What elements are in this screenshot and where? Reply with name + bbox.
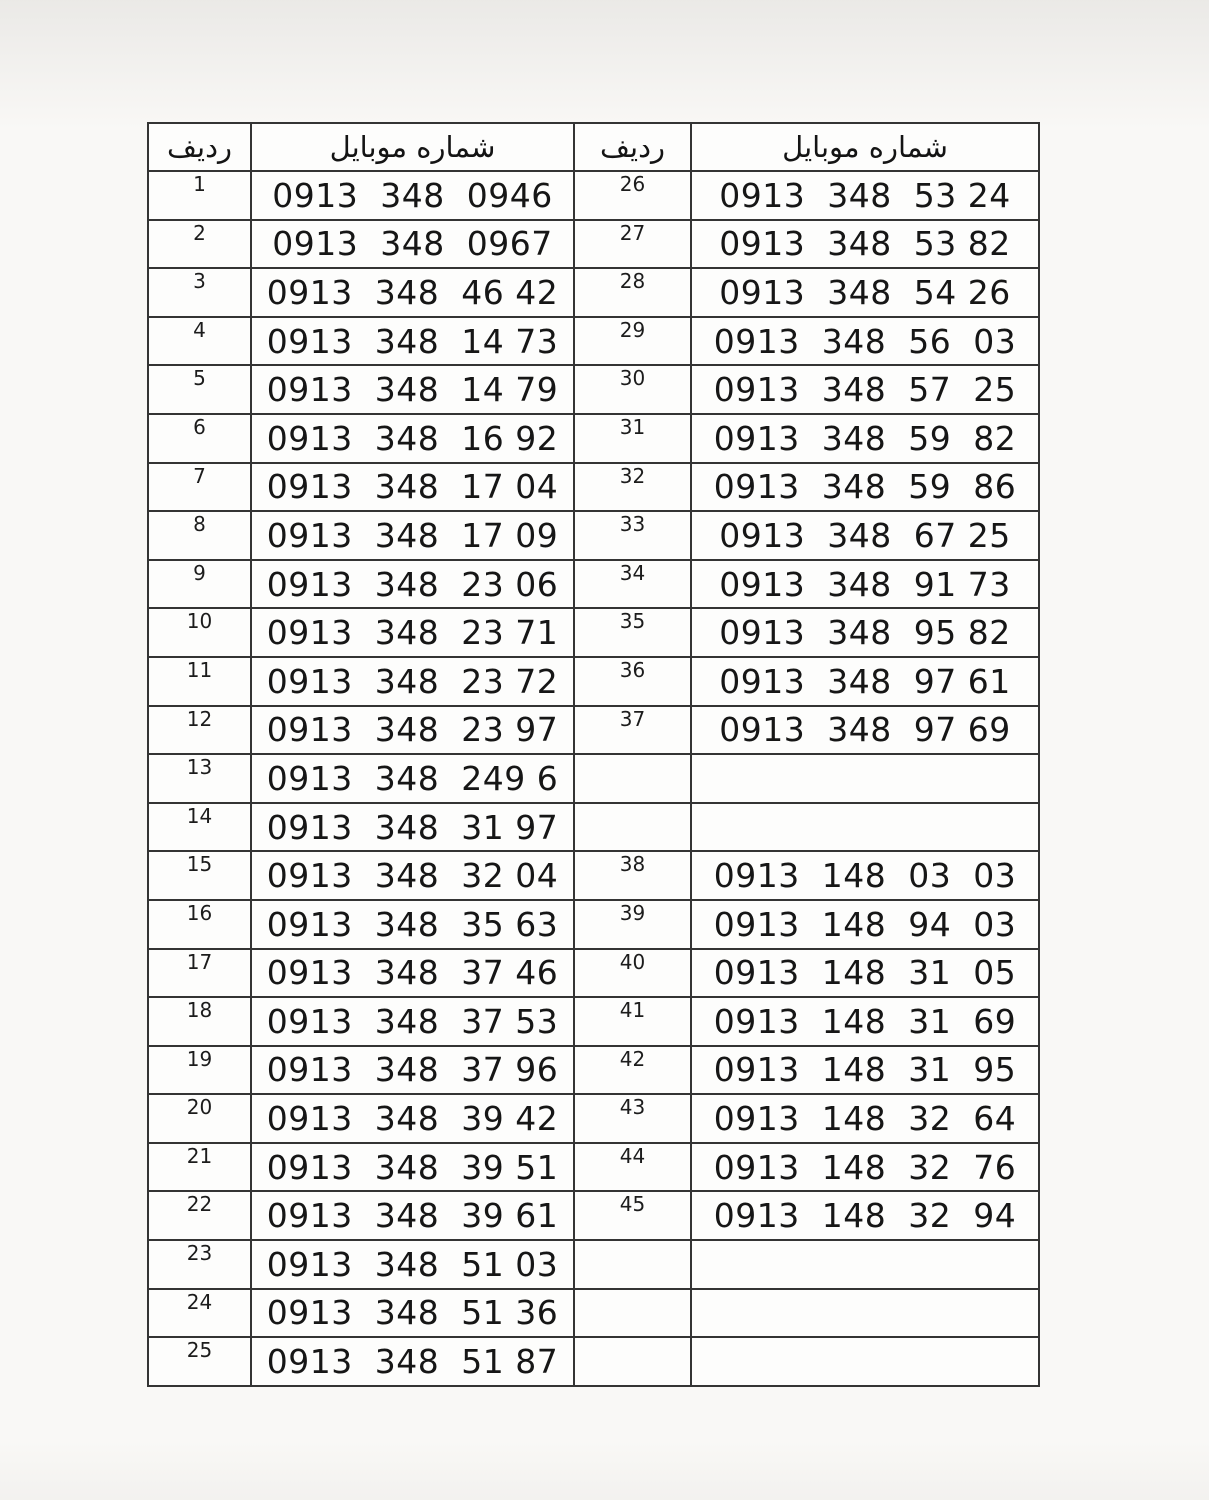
mobile-number-cell: 0913 348 23 72 (251, 657, 574, 706)
row-number-cell: 27 (574, 220, 691, 269)
mobile-number-cell: 0913 348 249 6 (251, 754, 574, 803)
mobile-number-cell: 0913 348 31 97 (251, 803, 574, 852)
row-number-cell: 44 (574, 1143, 691, 1192)
row-number-cell: 20 (148, 1094, 251, 1143)
mobile-number-cell: 0913 348 0967 (251, 220, 574, 269)
mobile-number-cell (691, 1337, 1039, 1386)
row-number-cell: 21 (148, 1143, 251, 1192)
mobile-number-cell: 0913 348 39 61 (251, 1191, 574, 1240)
mobile-number-cell: 0913 348 39 51 (251, 1143, 574, 1192)
row-number-cell: 22 (148, 1191, 251, 1240)
mobile-number-cell: 0913 348 16 92 (251, 414, 574, 463)
mobile-number-cell: 0913 148 32 64 (691, 1094, 1039, 1143)
mobile-number-cell: 0913 348 91 73 (691, 560, 1039, 609)
row-number-cell: 31 (574, 414, 691, 463)
table-row (148, 268, 1039, 317)
table-row (148, 754, 1039, 803)
table-row (148, 511, 1039, 560)
mobile-number-cell (691, 803, 1039, 852)
row-number-cell: 35 (574, 608, 691, 657)
row-number-cell: 39 (574, 900, 691, 949)
phone-number-table (147, 122, 1040, 1387)
row-number-cell: 40 (574, 949, 691, 998)
mobile-number-cell: 0913 348 59 86 (691, 463, 1039, 512)
table-row (148, 1191, 1039, 1240)
table-row (148, 706, 1039, 755)
row-number-cell: 12 (148, 706, 251, 755)
mobile-number-cell (691, 1240, 1039, 1289)
mobile-number-cell: 0913 348 23 71 (251, 608, 574, 657)
row-number-cell: 28 (574, 268, 691, 317)
row-number-cell: 13 (148, 754, 251, 803)
table-row (148, 1337, 1039, 1386)
mobile-number-cell: 0913 148 31 05 (691, 949, 1039, 998)
row-number-cell: 23 (148, 1240, 251, 1289)
mobile-number-cell: 0913 348 51 03 (251, 1240, 574, 1289)
header-row (148, 123, 1039, 171)
row-number-cell: 10 (148, 608, 251, 657)
mobile-number-cell: 0913 348 0946 (251, 171, 574, 220)
row-number-cell: 32 (574, 463, 691, 512)
mobile-number-cell (691, 754, 1039, 803)
mobile-number-cell: 0913 348 39 42 (251, 1094, 574, 1143)
header-mobile-left: شماره موبایل (251, 123, 574, 171)
row-number-cell: 16 (148, 900, 251, 949)
mobile-number-cell: 0913 348 46 42 (251, 268, 574, 317)
row-number-cell: 6 (148, 414, 251, 463)
mobile-number-cell: 0913 348 32 04 (251, 851, 574, 900)
row-number-cell: 17 (148, 949, 251, 998)
table-row (148, 560, 1039, 609)
row-number-cell: 18 (148, 997, 251, 1046)
mobile-number-cell: 0913 348 59 82 (691, 414, 1039, 463)
header-radif-right: ردیف (574, 123, 691, 171)
row-number-cell: 41 (574, 997, 691, 1046)
mobile-number-cell: 0913 348 53 82 (691, 220, 1039, 269)
table-body (148, 171, 1039, 1386)
mobile-number-cell: 0913 148 31 95 (691, 1046, 1039, 1095)
table-row (148, 949, 1039, 998)
row-number-cell: 9 (148, 560, 251, 609)
mobile-number-cell: 0913 148 32 76 (691, 1143, 1039, 1192)
table-row (148, 1143, 1039, 1192)
row-number-cell: 19 (148, 1046, 251, 1095)
table-row (148, 1240, 1039, 1289)
mobile-number-cell: 0913 148 94 03 (691, 900, 1039, 949)
mobile-number-cell: 0913 348 57 25 (691, 365, 1039, 414)
mobile-number-cell: 0913 148 03 03 (691, 851, 1039, 900)
mobile-number-cell: 0913 348 95 82 (691, 608, 1039, 657)
row-number-cell: 43 (574, 1094, 691, 1143)
table-row (148, 414, 1039, 463)
row-number-cell (574, 754, 691, 803)
row-number-cell: 24 (148, 1289, 251, 1338)
table-row (148, 317, 1039, 366)
row-number-cell (574, 803, 691, 852)
row-number-cell: 1 (148, 171, 251, 220)
row-number-cell: 2 (148, 220, 251, 269)
row-number-cell: 36 (574, 657, 691, 706)
mobile-number-cell: 0913 348 35 63 (251, 900, 574, 949)
table-row (148, 1094, 1039, 1143)
mobile-number-cell: 0913 348 97 69 (691, 706, 1039, 755)
mobile-number-cell: 0913 148 31 69 (691, 997, 1039, 1046)
row-number-cell: 29 (574, 317, 691, 366)
row-number-cell: 45 (574, 1191, 691, 1240)
mobile-number-cell: 0913 348 23 97 (251, 706, 574, 755)
row-number-cell: 15 (148, 851, 251, 900)
mobile-number-cell: 0913 348 97 61 (691, 657, 1039, 706)
mobile-number-cell: 0913 348 51 87 (251, 1337, 574, 1386)
table-row (148, 171, 1039, 220)
table-row (148, 657, 1039, 706)
mobile-number-cell (691, 1289, 1039, 1338)
mobile-number-cell: 0913 348 67 25 (691, 511, 1039, 560)
row-number-cell (574, 1289, 691, 1338)
row-number-cell: 7 (148, 463, 251, 512)
table-row (148, 1289, 1039, 1338)
mobile-number-cell: 0913 148 32 94 (691, 1191, 1039, 1240)
row-number-cell: 33 (574, 511, 691, 560)
row-number-cell: 11 (148, 657, 251, 706)
row-number-cell: 42 (574, 1046, 691, 1095)
mobile-number-cell: 0913 348 54 26 (691, 268, 1039, 317)
mobile-number-cell: 0913 348 37 46 (251, 949, 574, 998)
header-radif-left: ردیف (148, 123, 251, 171)
row-number-cell (574, 1337, 691, 1386)
mobile-number-cell: 0913 348 37 96 (251, 1046, 574, 1095)
mobile-number-cell: 0913 348 14 79 (251, 365, 574, 414)
row-number-cell: 3 (148, 268, 251, 317)
row-number-cell: 38 (574, 851, 691, 900)
mobile-number-cell: 0913 348 37 53 (251, 997, 574, 1046)
mobile-number-cell: 0913 348 17 04 (251, 463, 574, 512)
row-number-cell: 25 (148, 1337, 251, 1386)
row-number-cell (574, 1240, 691, 1289)
row-number-cell: 26 (574, 171, 691, 220)
row-number-cell: 30 (574, 365, 691, 414)
table-row (148, 463, 1039, 512)
mobile-number-cell: 0913 348 14 73 (251, 317, 574, 366)
table-row (148, 365, 1039, 414)
table-row (148, 220, 1039, 269)
row-number-cell: 5 (148, 365, 251, 414)
table-row (148, 1046, 1039, 1095)
table-row (148, 803, 1039, 852)
table-row (148, 997, 1039, 1046)
mobile-number-cell: 0913 348 17 09 (251, 511, 574, 560)
row-number-cell: 37 (574, 706, 691, 755)
mobile-number-cell: 0913 348 56 03 (691, 317, 1039, 366)
row-number-cell: 4 (148, 317, 251, 366)
table-row (148, 900, 1039, 949)
mobile-number-cell: 0913 348 53 24 (691, 171, 1039, 220)
row-number-cell: 8 (148, 511, 251, 560)
mobile-number-cell: 0913 348 23 06 (251, 560, 574, 609)
header-mobile-right: شماره موبایل (691, 123, 1039, 171)
table-row (148, 608, 1039, 657)
row-number-cell: 14 (148, 803, 251, 852)
mobile-number-cell: 0913 348 51 36 (251, 1289, 574, 1338)
table-row (148, 851, 1039, 900)
row-number-cell: 34 (574, 560, 691, 609)
